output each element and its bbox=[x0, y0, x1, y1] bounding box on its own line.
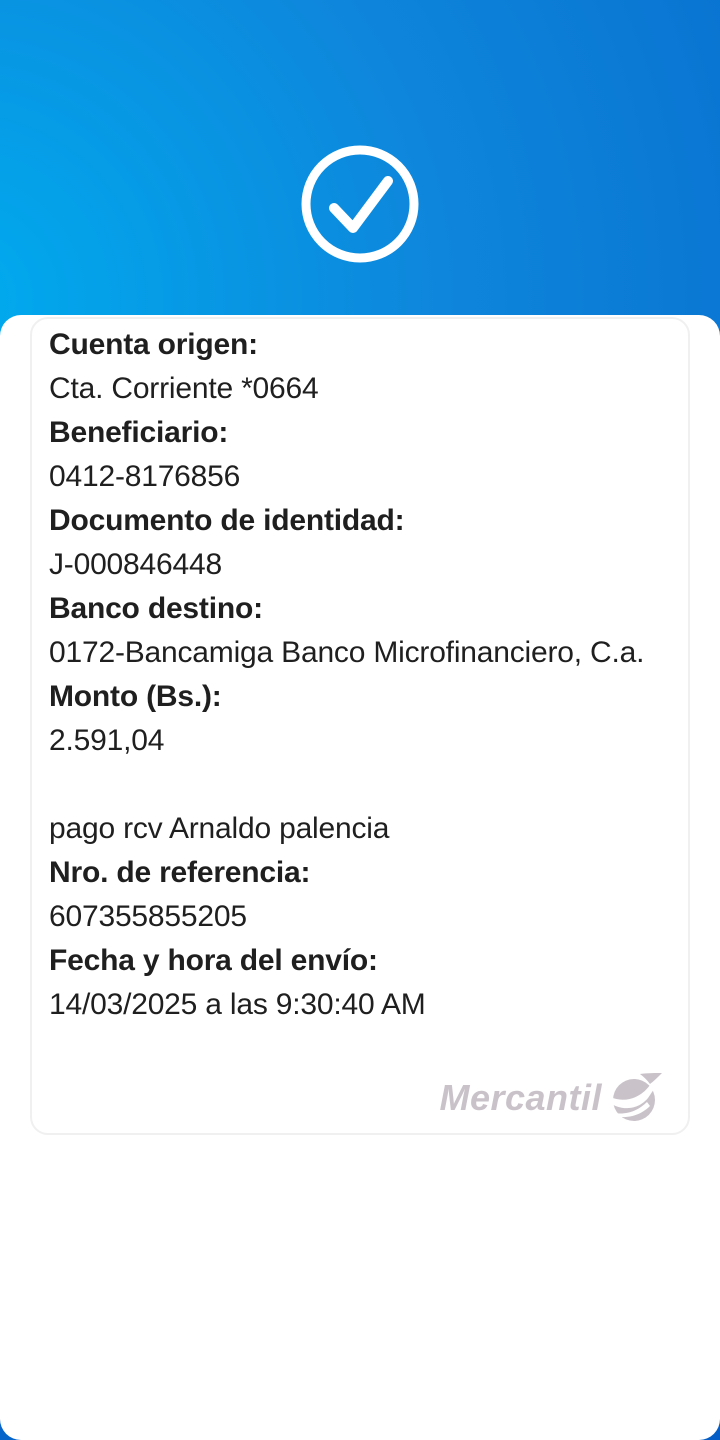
field-label-referencia: Nro. de referencia: bbox=[49, 856, 311, 889]
bank-logo bbox=[49, 1073, 670, 1123]
success-header bbox=[0, 0, 720, 315]
field-label-cuenta-origen: Cuenta origen: bbox=[49, 328, 258, 361]
receipt-card bbox=[30, 317, 690, 1135]
receipt-details bbox=[49, 323, 670, 1027]
field-value-monto: 2.591,04 bbox=[49, 724, 165, 757]
field-value-beneficiario: 0412-8176856 bbox=[49, 460, 241, 493]
field-value-cuenta-origen: Cta. Corriente *0664 bbox=[49, 372, 319, 405]
field-label-beneficiario: Beneficiario: bbox=[49, 416, 229, 449]
field-label-fecha-hora: Fecha y hora del envío: bbox=[49, 944, 378, 977]
content-panel bbox=[0, 315, 720, 1440]
blank-line bbox=[49, 763, 670, 807]
field-label-documento-identidad: Documento de identidad: bbox=[49, 504, 405, 537]
transfer-description: pago rcv Arnaldo palencia bbox=[49, 812, 390, 845]
bank-logo-wordmark: Mercantil bbox=[439, 1077, 602, 1118]
success-check-icon bbox=[300, 144, 420, 264]
mercantil-swoosh-icon bbox=[610, 1073, 662, 1123]
field-label-banco-destino: Banco destino: bbox=[49, 592, 263, 625]
field-value-fecha-hora: 14/03/2025 a las 9:30:40 AM bbox=[49, 988, 426, 1021]
field-value-referencia: 607355855205 bbox=[49, 900, 247, 933]
field-value-banco-destino: 0172-Bancamiga Banco Microfinanciero, C.a. bbox=[49, 636, 645, 669]
field-label-monto: Monto (Bs.): bbox=[49, 680, 222, 713]
field-value-documento-identidad: J-000846448 bbox=[49, 548, 222, 581]
